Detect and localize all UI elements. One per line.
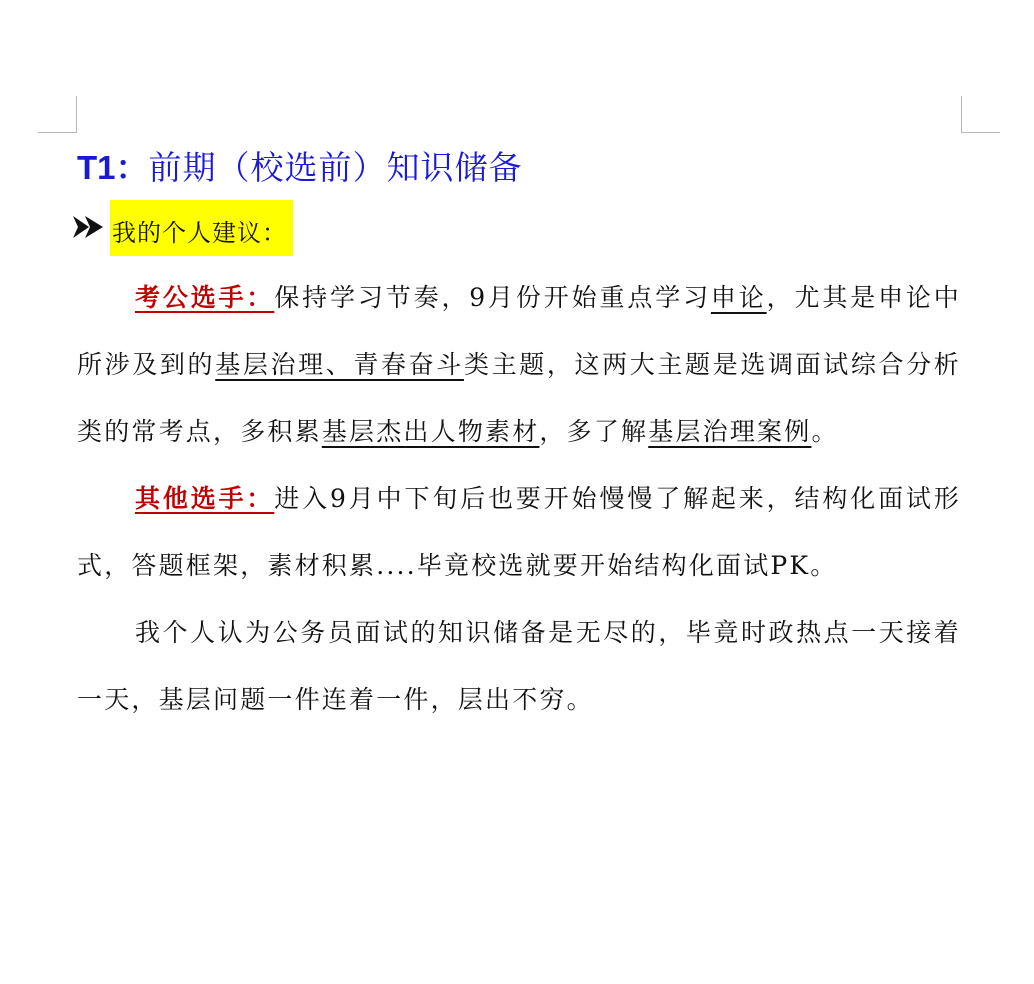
double-arrow-bullet-icon (73, 214, 109, 240)
underlined-outstanding-figures: 基层杰出人物素材 (321, 417, 540, 446)
para1-text-2: ，尤其是申论中所涉及到的 (77, 283, 961, 379)
label-exam-candidates: 考公选手： (135, 283, 275, 312)
section-heading (77, 138, 961, 198)
underlined-governance-cases: 基层治理案例 (648, 417, 812, 446)
paragraph-other-candidates (77, 465, 961, 599)
para1-text-3: 类主题，这两大主题是选调面试综合分析类的常考点，多积累 (77, 350, 961, 446)
para1-text-5: 。 (811, 417, 839, 446)
underlined-shenlun: 申论 (710, 283, 767, 312)
paragraph-personal-view (77, 599, 961, 733)
paragraph-exam-candidates (77, 264, 961, 465)
para3-text: 我个人认为公务员面试的知识储备是无尽的，毕竟时政热点一天接着一天，基层问题一件连着一件，层出不穷。 (77, 618, 961, 714)
underlined-grassroots-youth: 基层治理、青春奋斗 (215, 350, 464, 379)
suggestion-bullet (77, 198, 961, 260)
heading-title: 前期（校选前）知识储备 (148, 148, 523, 187)
page-corner-mark-top-left (38, 96, 77, 133)
para1-text-4: ，多了解 (539, 417, 649, 446)
highlighted-suggestion-title: 我的个人建议： (110, 200, 293, 256)
para2-text: 进入9月中下旬后也要开始慢慢了解起来，结构化面试形式，答题框架，素材积累....毕竟校选就要开始结构化面试PK。 (77, 484, 961, 580)
label-other-candidates: 其他选手： (135, 484, 275, 513)
document-body[interactable] (77, 138, 961, 733)
heading-prefix: T1： (77, 149, 149, 186)
para1-text-1: 保持学习节奏，9月份开始重点学习 (274, 283, 711, 312)
page-corner-mark-top-right (961, 96, 1000, 133)
